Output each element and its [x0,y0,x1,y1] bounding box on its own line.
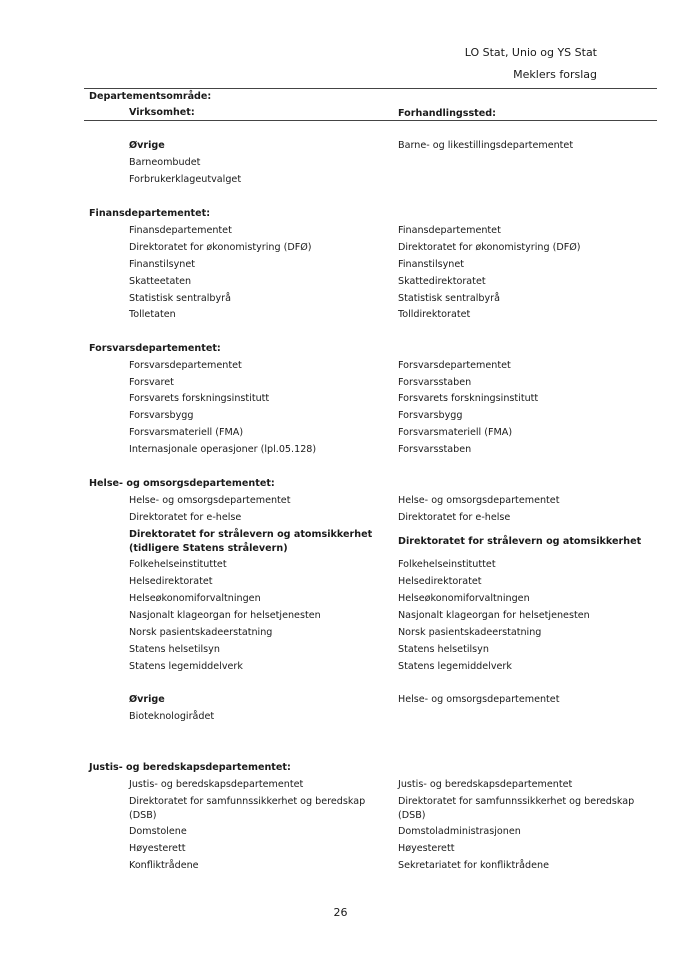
place-cell: Direktoratet for e-helse [398,512,511,523]
entity-cell: (DSB) [129,810,157,821]
place-cell: Folkehelseinstituttet [398,559,496,570]
place-cell: Høyesterett [398,843,455,854]
entity-cell: Domstolene [129,826,187,837]
place-cell: Norsk pasientskadeerstatning [398,627,542,638]
group-place: Barne- og likestillingsdepartementet [398,140,574,151]
place-cell: Forsvarsdepartementet [398,360,511,371]
entity-cell: Finanstilsynet [129,259,196,270]
place-cell: Finanstilsynet [398,259,465,270]
column-heading-entity: Virksomhet: [129,107,195,118]
entity-cell: Skatteetaten [129,276,192,287]
entity-cell: Helseøkonomiforvaltningen [129,593,261,604]
place-cell: Direktoratet for økonomistyring (DFØ) [398,242,581,253]
entity-cell: Forsvarsbygg [129,410,194,421]
header-proposal: Meklers forslag [513,68,597,81]
entity-cell: Høyesterett [129,843,186,854]
place-cell: Nasjonalt klageorgan for helsetjenesten [398,610,590,621]
place-cell: Direktoratet for samfunnssikkerhet og beredskap [398,796,635,807]
place-cell: Forsvarsmateriell (FMA) [398,427,513,438]
section-heading: Forsvarsdepartementet: [89,343,221,354]
place-cell: Forsvarsstaben [398,444,472,455]
entity-cell: Tolletaten [129,309,176,320]
entity-cell: Nasjonalt klageorgan for helsetjenesten [129,610,321,621]
header-rule [84,120,657,121]
entity-cell: Direktoratet for e-helse [129,512,242,523]
place-cell: Statens helsetilsyn [398,644,489,655]
column-heading-place: Forhandlingssted: [398,108,496,119]
entity-cell: Direktoratet for økonomistyring (DFØ) [129,242,312,253]
entity-cell: Konfliktrådene [129,860,199,871]
place-cell-bold: Direktoratet for strålevern og atomsikkerhet [398,536,642,547]
place-cell: Sekretariatet for konfliktrådene [398,860,550,871]
section-heading: Finansdepartementet: [89,208,211,219]
place-cell: Forsvarsstaben [398,377,472,388]
entity-cell: Statens legemiddelverk [129,661,243,672]
place-cell: Domstoladministrasjonen [398,826,521,837]
place-cell: (DSB) [398,810,426,821]
entity-cell: Finansdepartementet [129,225,232,236]
entity-cell: Folkehelseinstituttet [129,559,227,570]
place-cell: Statistisk sentralbyrå [398,293,501,304]
entity-cell-bold: Direktoratet for strålevern og atomsikkerhet [129,529,373,540]
section-heading: Justis- og beredskapsdepartementet: [89,762,291,773]
entity-cell: Statistisk sentralbyrå [129,293,232,304]
entity-cell: Helse- og omsorgsdepartementet [129,495,291,506]
place-cell: Skattedirektoratet [398,276,486,287]
entity-cell: Forsvarets forskningsinstitutt [129,393,270,404]
group-heading: Øvrige [129,694,165,705]
place-cell: Forsvarsbygg [398,410,463,421]
place-cell: Forsvarets forskningsinstitutt [398,393,539,404]
entity-cell: Statens helsetilsyn [129,644,220,655]
group-heading: Øvrige [129,140,165,151]
entity-cell: Barneombudet [129,157,201,168]
place-cell: Justis- og beredskapsdepartementet [398,779,573,790]
entity-cell: Internasjonale operasjoner (lpl.05.128) [129,444,317,455]
place-cell: Helseøkonomiforvaltningen [398,593,530,604]
entity-cell: Justis- og beredskapsdepartementet [129,779,304,790]
place-cell: Helse- og omsorgsdepartementet [398,495,560,506]
place-cell: Tolldirektoratet [398,309,471,320]
header-parties: LO Stat, Unio og YS Stat [464,46,597,59]
entity-cell: Helsedirektoratet [129,576,213,587]
entity-cell: Direktoratet for samfunnssikkerhet og beredskap [129,796,366,807]
entity-cell: Forbrukerklageutvalget [129,174,242,185]
entity-cell: Bioteknologirådet [129,711,215,722]
entity-cell: Forsvarsmateriell (FMA) [129,427,244,438]
entity-cell-note: (tidligere Statens strålevern) [129,543,288,554]
page-number: 26 [333,906,348,919]
group-place: Helse- og omsorgsdepartementet [398,694,560,705]
top-rule [84,88,657,89]
entity-cell: Forsvarsdepartementet [129,360,242,371]
entity-cell: Norsk pasientskadeerstatning [129,627,273,638]
place-cell: Helsedirektoratet [398,576,482,587]
section-heading: Helse- og omsorgsdepartementet: [89,478,275,489]
place-cell: Statens legemiddelverk [398,661,512,672]
entity-cell: Forsvaret [129,377,174,388]
area-heading: Departementsområde: [89,91,212,102]
place-cell: Finansdepartementet [398,225,501,236]
